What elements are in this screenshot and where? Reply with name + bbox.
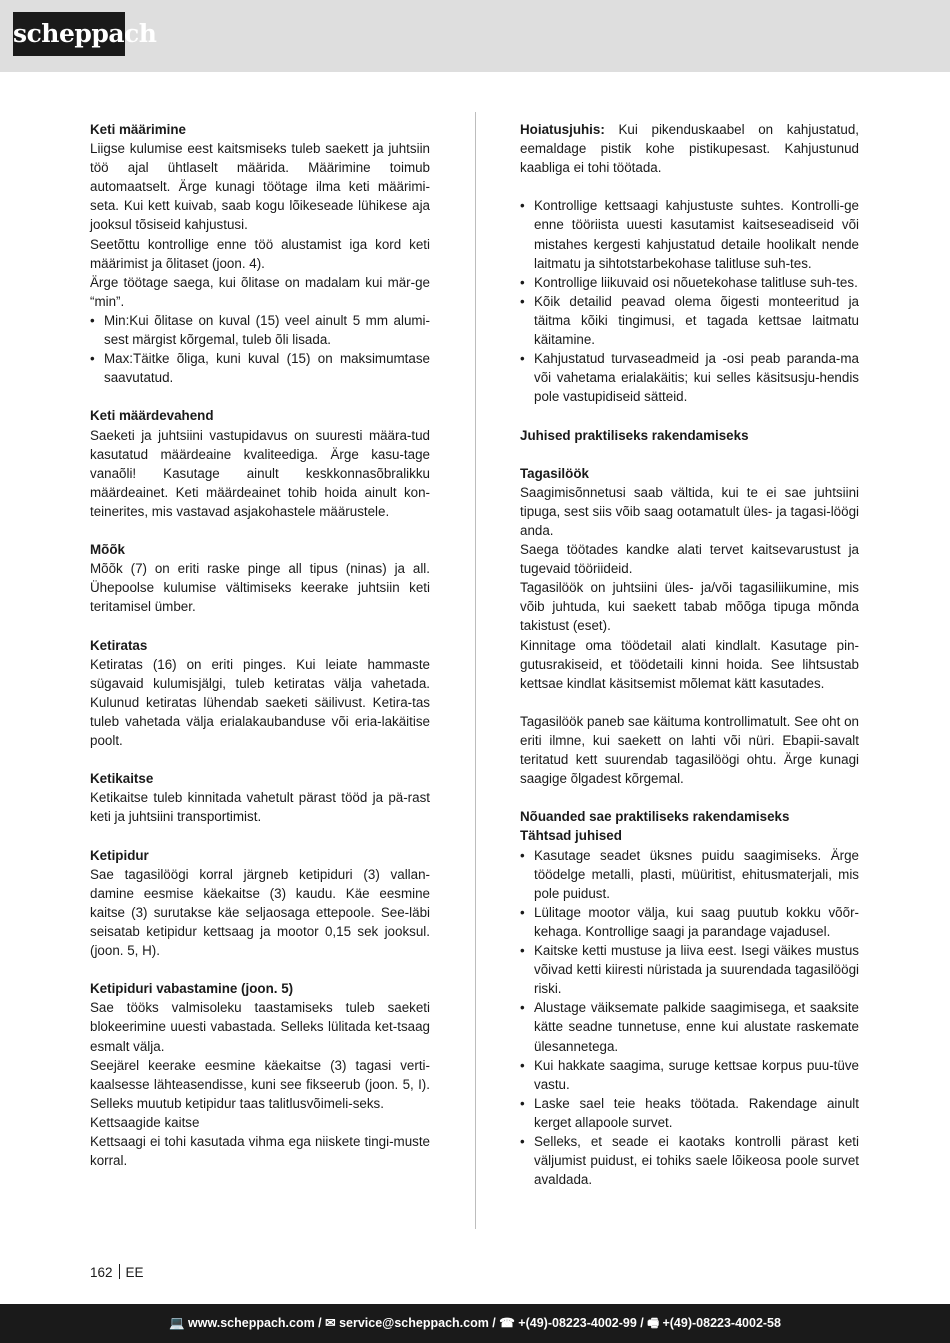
warning-label: Hoiatusjuhis: bbox=[520, 122, 605, 137]
section-title-practical-advice: Nõuanded sae praktiliseks rakendamiseks bbox=[520, 809, 790, 825]
list-item: • Max:Täitke õliga, kuni kuval (15) on maksimumtase saavutatud. bbox=[90, 349, 430, 387]
page-header bbox=[0, 0, 950, 72]
section-title-chain-lubricant: Keti määrdevahend bbox=[90, 408, 214, 424]
section-title-chain-lubrication: Keti määrimine bbox=[90, 122, 187, 137]
section-text-sprocket: Ketiratas (16) on eriti pinges. Kui leiate hammaste sügavaid kulumisjälgi, tuleb ketiratas välja vahetada. Kulunud ketiratas lühendab saeketi säilivust. Ketira-tas tuleb vahetada välja erialakaubanduse või eria-lakäitise poolt. bbox=[90, 656, 430, 748]
section-text-kickback-2: Tagasilöök paneb sae käituma kontrollimatult. See oht on eriti ilmne, kui saekett on lahti või nüri. Ebapii-savalt teritatud kett suurendab tagasilöögi ohtu. Ärge kunagi saagige õlgadest kõrgemal. bbox=[520, 713, 859, 787]
section-text-chain-brake-release: Sae tööks valmisoleku taastamiseks tuleb saeketi blokeerimine uuesti vabastada. Selleks lülitada ket-tsaag esmalt välja. Seejärel keerake eesmine käekaitse (3) tagasi verti-kaalsesse lähteasendisse, kuni see fikseerub (joon. 5, I). Selleks muutub ketipidur taas talitlusvõimeli-seks. Kettsaagide kaitse Kettsaagi ei tohi kasutada vihma ega niiskete tingi-muste korral. bbox=[90, 1000, 430, 1169]
section-text-chain-guard: Ketikaitse tuleb kinnitada vahetult pärast tööd ja pä-rast keti ja juhtsiini transportimist. bbox=[90, 790, 430, 825]
warning-note bbox=[520, 120, 859, 177]
section-title-chain-brake-release: Ketipiduri vabastamine (joon. 5) bbox=[90, 981, 294, 997]
section-title-sprocket: Ketiratas bbox=[90, 637, 148, 653]
section-title-chain-brake: Ketipidur bbox=[90, 847, 149, 863]
page-number-area bbox=[90, 1264, 144, 1282]
section-title-guide-bar: Mõõk bbox=[90, 542, 125, 558]
advice-list bbox=[520, 846, 859, 1190]
list-item: • Alustage väiksemate palkide saagimisega, et saaksite kätte seadne tunnetuse, enne kui alustate raskemate ülesannetega. bbox=[520, 998, 859, 1055]
list-item: • Kaitske ketti mustuse ja liiva eest. Isegi väikes mustus võivad ketti kiiresti nüristada ja suurendada tagasilöögi riski. bbox=[520, 941, 859, 998]
footer-bar bbox=[0, 1304, 950, 1343]
list-item: • Kontrollige kettsaagi kahjustuste suhtes. Kontrolli-ge enne tööriista uuesti kasutamist kaitseseadiseid või mistahes kergesti kahjustatud detaile hoolikalt nende laitmatu ja sihtotstarbekohase talitluse suh-tes. bbox=[520, 196, 859, 272]
list-item: • Kui hakkate saagima, suruge kettsae korpus puu-tüve vastu. bbox=[520, 1056, 859, 1094]
list-item: • Kõik detailid peavad olema õigesti monteeritud ja täitma kõiki tingimusi, et tagada kettsae laitmatu käitamine. bbox=[520, 292, 859, 349]
section-text-chain-lubricant: Saeketi ja juhtsiini vastupidavus on suuresti määra-tud kasutatud määrdeaine kvaliteediga. Ärge kasu-tage vanaõli! Kasutage ainult keskkonnasõbralikku määrdeainet. Keti määrdeainet tohib hoida ainult kon-teinerites, mis vastavad asjakohastele määrustele. bbox=[90, 427, 430, 519]
section-title-practical-use: Juhised praktiliseks rakendamiseks bbox=[520, 427, 749, 443]
language-code: EE bbox=[125, 1265, 144, 1280]
left-column bbox=[90, 120, 430, 1170]
list-item: • Kontrollige liikuvaid osi nõuetekohase talitluse suh-tes. bbox=[520, 273, 859, 292]
column-divider bbox=[475, 112, 476, 1229]
section-subtitle-important: Tähtsad juhised bbox=[520, 828, 622, 844]
section-text-chain-lubrication: Liigse kulumise eest kaitsmiseks tuleb saekett ja juhtsiin töö ajal ühtlaselt määrida. Määrimine toimub automaatselt. Ärge kunagi töötage ilma keti määrimi-seta. Kui kett kuivab, saab kogu lõikeseade lühikese aja jooksul tõsiseid kahjustusi. Seetõttu kontrollige enne töö alustamist iga kord keti määrimist ja õlitaset (joon. 4). Ärge töötage saega, kui õlitase on madalam kui mär-ge “min”. bbox=[90, 141, 430, 309]
page-number-separator bbox=[119, 1264, 120, 1279]
list-item: • Lülitage mootor välja, kui saag puutub kokku võõr-kehaga. Kontrollige saagi ja parandage vajadusel. bbox=[520, 903, 859, 941]
contact-info: 💻 www.scheppach.com / ✉ service@scheppach.com / ☎ +(49)-08223-4002-99 / 🖷 +(49)-08223-4002-58 bbox=[169, 1316, 781, 1330]
list-item: • Kahjustatud turvaseadmeid ja -osi peab paranda-ma või vahetama erialakäitis; kui selles käsitsusju-hendis pole vastupidiseid sätteid. bbox=[520, 349, 859, 406]
section-text-chain-brake: Sae tagasilöögi korral järgneb ketipiduri (3) vallan-damine eesmise käekaitse (3) kaudu. Käe eesmine kaitse (3) surutakse käe seljaosaga ettepoole. See-läbi seisatab ketipidur kettsaag ja mootor 0,15 sek jooksul. (joon. 5, H). bbox=[90, 866, 430, 959]
section-text-guide-bar: Mõõk (7) on eriti raske pinge all tipus (ninas) ja all. Ühepoolse kulumise vältimiseks keerake juhtsiin keti teritamisel ümber. bbox=[90, 561, 430, 615]
right-column bbox=[520, 120, 859, 1189]
section-title-chain-guard: Ketikaitse bbox=[90, 771, 154, 787]
section-text-kickback: Saagimisõnnetusi saab vältida, kui te ei sae juhtsiini tipuga, sest siis võib saag ootamatult üles- ja tagasi-löögi anda. Saega töötades kandke alati tervet kaitsevarustust ja tugevaid tööriideid. Tagasilöök on juhtsiini üles- ja/või tagasiliikumine, mis võib juhtuda, kui saekett tabab mõõga tipuga mõnda takistust (eset). Kinnitage oma töödetail alati kindlalt. Kasutage pin-gutusrakiseid, et töödetaili kinni hoida. See lihtsustab kettsae kindlat käsitsemist mõlemat kätt kasutades. bbox=[520, 484, 859, 691]
warning-text: Kui pikenduskaabel on kahjustatud, eemaldage pistik kohe pistikupesast. Kahjustunud kaabliga ei tohi töötada. bbox=[520, 122, 859, 176]
page-number: 162 bbox=[90, 1265, 113, 1280]
section-title-kickback: Tagasilöök bbox=[520, 465, 589, 481]
inspection-list bbox=[520, 196, 859, 406]
list-item: • Kasutage seadet üksnes puidu saagimiseks. Ärge töödelge metalli, plasti, müüritist, ehitusmaterjali, mis pole puidust. bbox=[520, 846, 859, 903]
scheppach-logo: scheppach bbox=[13, 12, 125, 56]
list-item: • Min:Kui õlitase on kuval (15) veel ainult 5 mm alumi-sest märgist kõrgemal, tuleb õli lisada. bbox=[90, 311, 430, 349]
list-item: • Laske sael teie heaks töötada. Rakendage ainult kerget allapoole survet. bbox=[520, 1094, 859, 1132]
oil-level-list bbox=[90, 311, 430, 387]
list-item: • Selleks, et seade ei kaotaks kontrolli pärast keti väljumist puidust, ei tohiks saele lõikeosa poole survet avaldada. bbox=[520, 1132, 859, 1189]
